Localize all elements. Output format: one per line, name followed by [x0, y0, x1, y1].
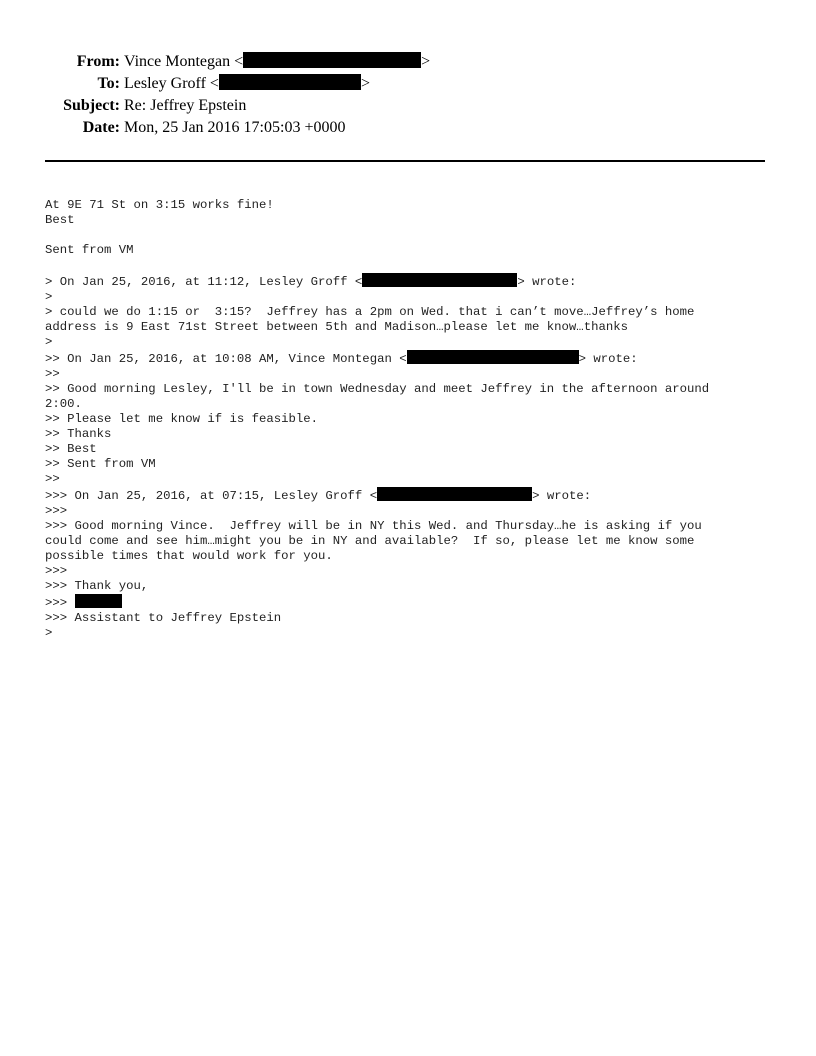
quote-header-line — [45, 350, 765, 367]
redacted-email — [219, 74, 361, 90]
body-line: >> Sent from VM — [45, 457, 156, 471]
body-line: >> Best — [45, 442, 97, 456]
date-row — [0, 117, 816, 139]
from-close-bracket: > — [421, 53, 431, 70]
body-line: At 9E 71 St on 3:15 works fine! — [45, 198, 274, 212]
quote-header-suffix: > wrote: — [517, 275, 577, 289]
signature-line — [45, 594, 765, 611]
body-line: >> Please let me know if is feasible. — [45, 412, 319, 426]
redacted-email — [377, 487, 532, 501]
body-line: >>> — [45, 504, 68, 518]
quote-header-line — [45, 487, 765, 504]
body-line: Sent from VM — [45, 243, 134, 257]
quote-header-suffix: > wrote: — [578, 352, 638, 366]
body-line — [45, 258, 765, 273]
signature-prefix: >>> — [45, 596, 75, 610]
from-label: From: — [76, 53, 120, 70]
body-line: >> Thanks — [45, 427, 112, 441]
body-line: Best — [45, 213, 75, 227]
body-line: >>> Assistant to Jeffrey Epstein — [45, 611, 282, 625]
email-header — [0, 51, 816, 139]
body-line: >>> Good morning Vince. Jeffrey will be in NY this Wed. and Thursday…he is asking if you — [45, 519, 702, 533]
redacted-email — [407, 350, 579, 364]
date-label: Date: — [82, 119, 120, 136]
subject-label: Subject: — [63, 97, 120, 114]
to-row — [0, 73, 816, 95]
from-row — [0, 51, 816, 73]
quote-header-suffix: > wrote: — [532, 489, 592, 503]
body-line: > — [45, 626, 53, 640]
body-line: >>> Thank you, — [45, 579, 149, 593]
to-open-bracket: < — [209, 75, 219, 92]
redacted-email — [243, 52, 421, 68]
to-name: Lesley Groff — [124, 75, 206, 92]
body-line: possible times that would work for you. — [45, 549, 333, 563]
quote-header-text: >>> On Jan 25, 2016, at 07:15, Lesley Groff < — [45, 489, 378, 503]
from-name: Vince Montegan — [124, 53, 231, 70]
body-line: >> — [45, 472, 60, 486]
to-close-bracket: > — [360, 75, 370, 92]
body-line: could come and see him…might you be in NY and available? If so, please let me know some — [45, 534, 695, 548]
header-divider — [45, 160, 765, 162]
quote-header-text: >> On Jan 25, 2016, at 10:08 AM, Vince Montegan < — [45, 352, 407, 366]
body-line: >> Good morning Lesley, I'll be in town Wednesday and meet Jeffrey in the afternoon around — [45, 382, 710, 396]
body-line: > — [45, 335, 53, 349]
redacted-name — [75, 594, 122, 608]
quote-header-text: > On Jan 25, 2016, at 11:12, Lesley Groff < — [45, 275, 363, 289]
quote-header-line — [45, 273, 765, 290]
body-line: > could we do 1:15 or 3:15? Jeffrey has a 2pm on Wed. that i can’t move…Jeffrey’s home — [45, 305, 695, 319]
subject-value: Re: Jeffrey Epstein — [124, 97, 247, 114]
redacted-email — [362, 273, 517, 287]
body-line: address is 9 East 71st Street between 5th and Madison…please let me know…thanks — [45, 320, 628, 334]
body-line: >> — [45, 367, 60, 381]
body-line — [45, 228, 765, 243]
body-line: >>> — [45, 564, 68, 578]
subject-row — [0, 95, 816, 117]
from-open-bracket: < — [234, 53, 244, 70]
to-label: To: — [97, 75, 120, 92]
body-line: > — [45, 290, 53, 304]
body-line: 2:00. — [45, 397, 82, 411]
email-body — [45, 198, 765, 641]
date-value: Mon, 25 Jan 2016 17:05:03 +0000 — [124, 119, 346, 136]
